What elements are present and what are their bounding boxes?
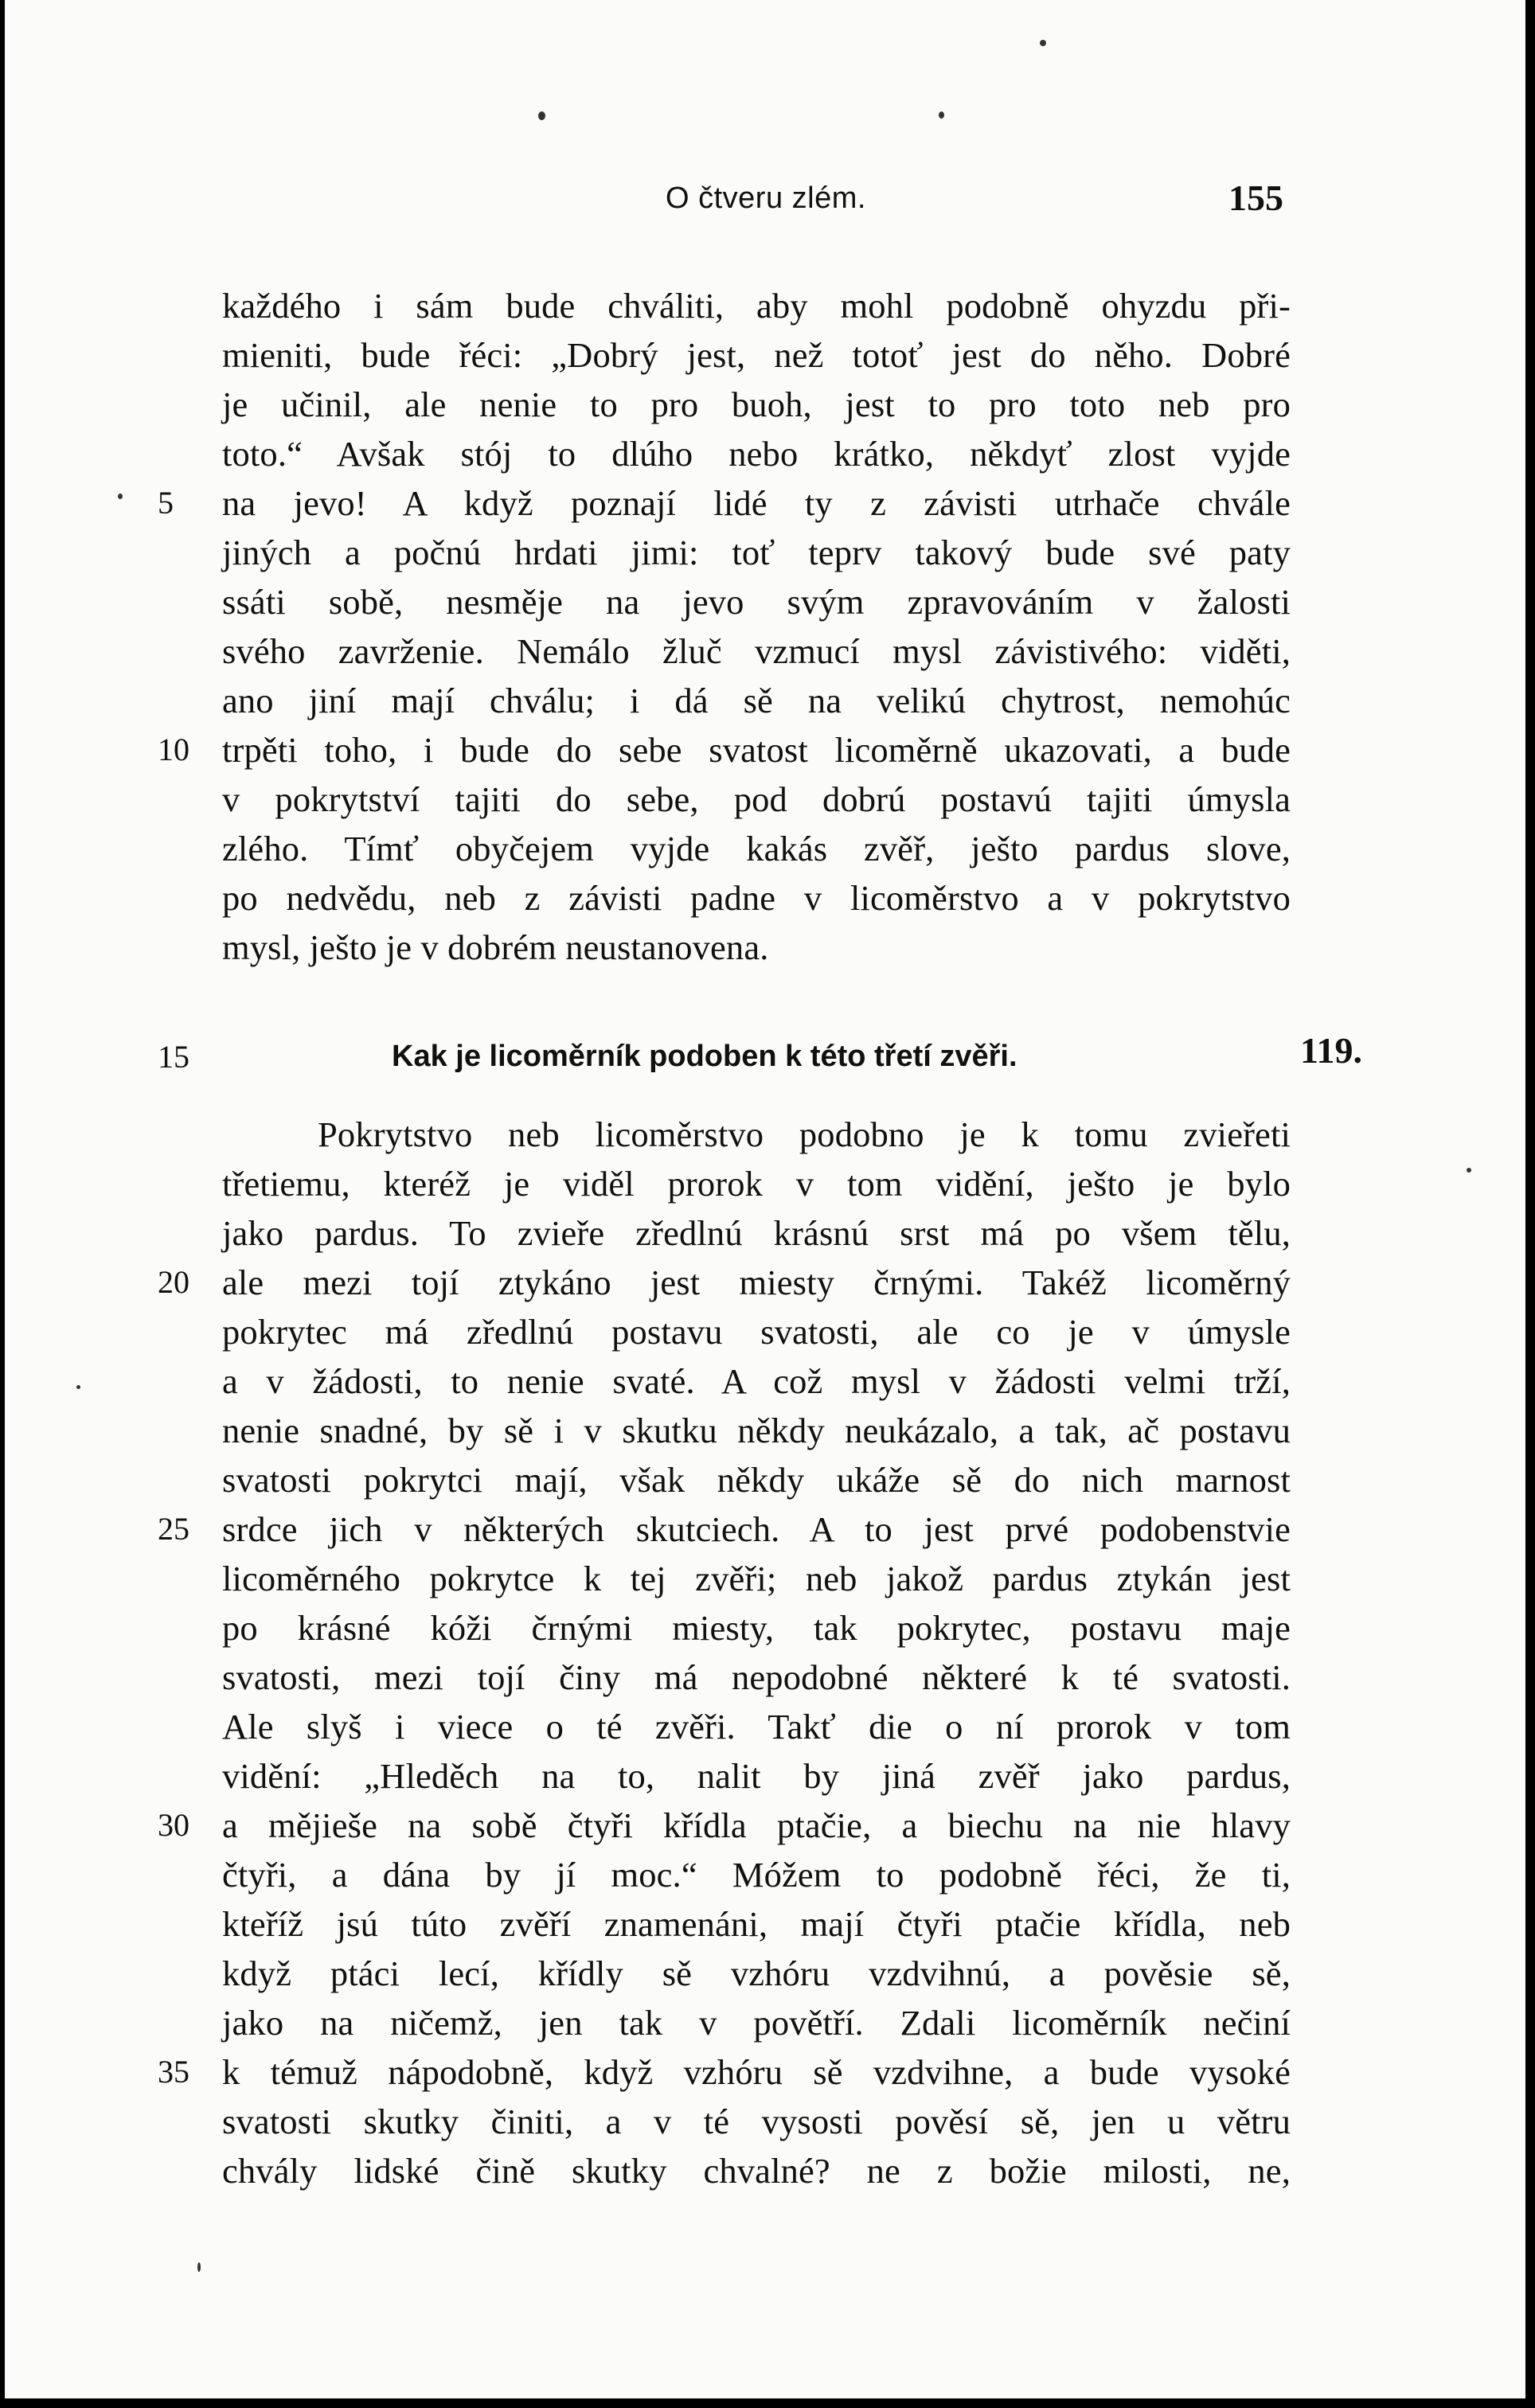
text-line: když ptáci lecí, křídly sě vzhóru vzdvihnú, a pověsie sě, xyxy=(222,1953,1291,1993)
line-number-5: 5 xyxy=(158,485,174,521)
text-line: na jevo! A když poznají lidé ty z závisti utrhače chvále xyxy=(222,483,1291,523)
text-line: jako na ničemž, jen tak v povětří. Zdali licoměrník nečiní xyxy=(222,2003,1291,2043)
text-line: zlého. Tímť obyčejem vyjde kakás zvěř, ješto pardus slove, xyxy=(222,829,1291,868)
text-line: svého zavrženie. Nemálo žluč vzmucí mysl závistivého: viděti, xyxy=(222,631,1291,671)
text-line: každého i sám bude chváliti, aby mohl podobně ohyzdu při- xyxy=(222,286,1291,326)
text-line: jiných a počnú hrdati jimi: toť teprv takový bude své paty xyxy=(222,533,1291,572)
text-line: a v žádosti, to nenie svaté. A což mysl v žádosti velmi trží, xyxy=(222,1361,1291,1401)
print-speck xyxy=(1040,40,1046,46)
text-line: kteříž jsú túto zvěří znamenáni, mají čtyři ptačie křídla, neb xyxy=(222,1904,1291,1944)
print-speck xyxy=(939,111,944,119)
text-line: srdce jich v některých skutciech. A to jest prvé podobenstvie xyxy=(222,1509,1291,1549)
text-line: ale mezi tojí ztykáno jest miesty črnými. Takéž licoměrný xyxy=(222,1263,1291,1302)
text-line: svatosti, mezi tojí činy má nepodobné některé k té svatosti. xyxy=(222,1657,1291,1697)
text-line: trpěti toho, i bude do sebe svatost licoměrně ukazovati, a bude xyxy=(222,730,1291,770)
section-number: 119. xyxy=(1300,1030,1362,1071)
page-number: 155 xyxy=(1228,178,1283,218)
print-speck xyxy=(76,1385,80,1389)
line-number-30: 30 xyxy=(158,1807,189,1843)
text-line: vidění: „Hleděch na to, nalit by jiná zvěř jako pardus, xyxy=(222,1756,1291,1796)
line-number-35: 35 xyxy=(158,2054,189,2090)
line-number-15: 15 xyxy=(158,1039,189,1075)
text-line: čtyři, a dána by jí moc.“ Móžem to podobně řéci, že ti, xyxy=(222,1855,1291,1895)
text-line: k témuž nápodobně, když vzhóru sě vzdvihne, a bude vysoké xyxy=(222,2052,1291,2092)
text-line: pokrytec má zředlnú postavu svatosti, ale co je v úmysle xyxy=(222,1312,1291,1352)
text-line: toto.“ Avšak stój to dlúho nebo krátko, někdyť zlost vyjde xyxy=(222,434,1291,474)
text-line: Pokrytstvo neb licoměrstvo podobno je k tomu zvieřeti xyxy=(318,1114,1291,1154)
book-page xyxy=(5,0,1525,2398)
text-line: nenie snadné, by sě i v skutku někdy neukázalo, a tak, ač postavu xyxy=(222,1411,1291,1450)
text-line: v pokrytství tajiti do sebe, pod dobrú postavú tajiti úmysla xyxy=(222,779,1291,819)
text-line: po nedvědu, neb z závisti padne v licoměrstvo a v pokrytstvo xyxy=(222,878,1291,918)
text-line: ano jiní mají chválu; i dá sě na velikú chytrost, nemohúc xyxy=(222,681,1291,720)
line-number-20: 20 xyxy=(158,1264,189,1300)
text-line: po krásné kóži črnými miesty, tak pokrytec, postavu maje xyxy=(222,1608,1291,1648)
running-title: O čtveru zlém. xyxy=(666,181,866,215)
text-line: mieniti, bude řéci: „Dobrý jest, než totoť jest do něho. Dobré xyxy=(222,335,1291,375)
print-speck xyxy=(118,494,123,499)
text-line: Ale slyš i viece o té zvěři. Takť die o ní prorok v tom xyxy=(222,1707,1291,1746)
text-line: je učinil, ale nenie to pro buoh, jest to pro toto neb pro xyxy=(222,384,1291,424)
text-line: a mějieše na sobě čtyři křídla ptačie, a biechu na nie hlavy xyxy=(222,1805,1291,1845)
text-line: jako pardus. To zvieře zředlnú krásnú srst má po všem tělu, xyxy=(222,1213,1291,1253)
section-heading: Kak je licoměrník podoben k této třetí zvěři. xyxy=(392,1040,1017,1073)
print-speck xyxy=(197,2262,201,2272)
text-line: mysl, ješto je v dobrém neustanovena. xyxy=(222,927,769,967)
text-line: třetiemu, kteréž je viděl prorok v tom vidění, ješto je bylo xyxy=(222,1164,1291,1204)
line-number-25: 25 xyxy=(158,1511,189,1547)
text-line: ssáti sobě, nesměje na jevo svým zpravováním v žalosti xyxy=(222,582,1291,622)
text-line: svatosti skutky činiti, a v té vysosti pověsí sě, jen u větru xyxy=(222,2102,1291,2141)
print-speck xyxy=(1467,1168,1471,1173)
text-line: svatosti pokrytci mají, však někdy ukáže sě do nich marnost xyxy=(222,1460,1291,1500)
line-number-10: 10 xyxy=(158,732,189,767)
text-line: chvály lidské čině skutky chvalné? ne z božie milosti, ne, xyxy=(222,2151,1291,2191)
text-line: licoměrného pokrytce k tej zvěři; neb jakož pardus ztykán jest xyxy=(222,1559,1291,1598)
print-speck xyxy=(538,111,545,120)
